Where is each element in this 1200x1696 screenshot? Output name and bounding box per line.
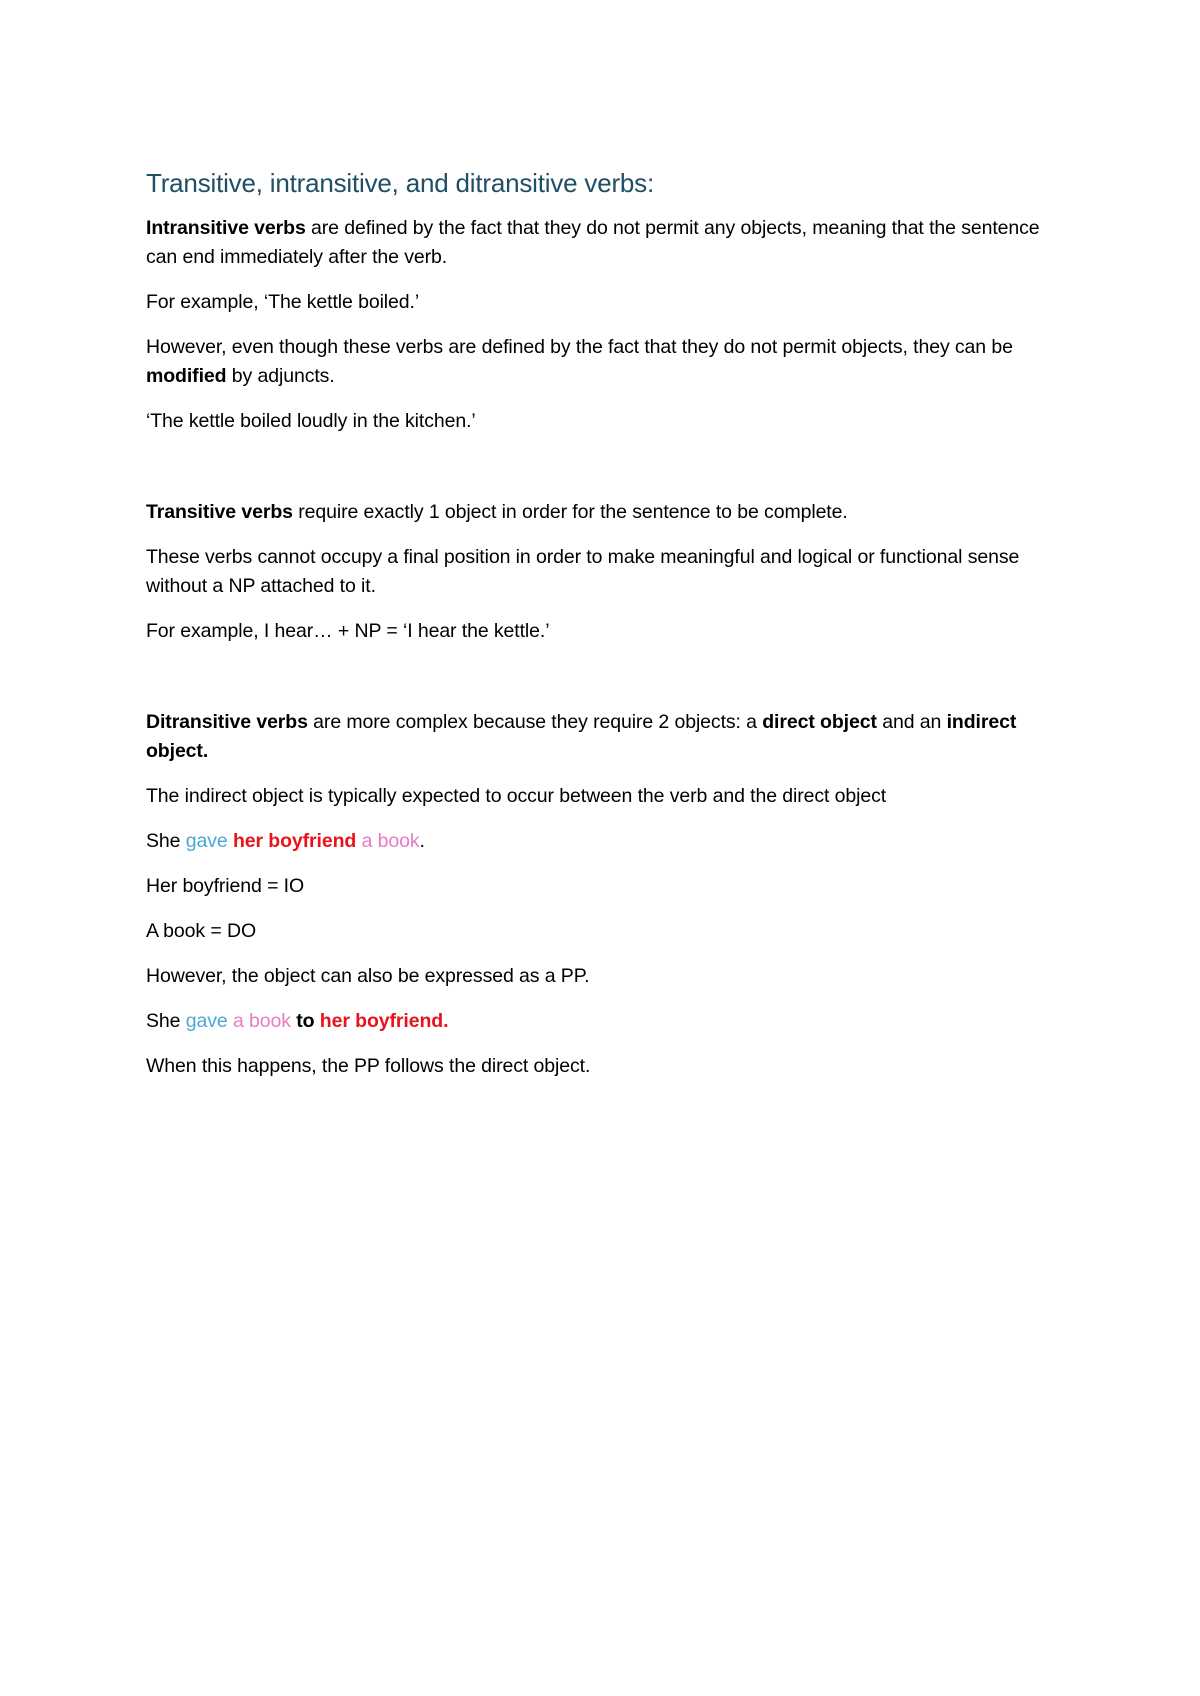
ditransitive-example-2: She gave a book to her boyfriend. bbox=[146, 1010, 449, 1032]
verb-highlight: gave bbox=[185, 830, 228, 852]
section-gap bbox=[146, 662, 1066, 708]
ditransitive-definition: Ditransitive verbs are more complex because they require 2 objects: a direct object and an indirect object. bbox=[146, 711, 1017, 762]
ditransitive-example-1: She gave her boyfriend a book. bbox=[146, 830, 425, 852]
transitive-term: Transitive verbs bbox=[146, 501, 293, 523]
direct-object-highlight: a book bbox=[232, 1010, 291, 1032]
io-label: Her boyfriend = IO bbox=[146, 875, 305, 897]
transitive-definition: Transitive verbs require exactly 1 object in order for the sentence to be complete. bbox=[146, 501, 848, 523]
intransitive-term: Intransitive verbs bbox=[146, 217, 306, 239]
intransitive-note: However, even though these verbs are defined by the fact that they do not permit objects, they can be modified by adjuncts. bbox=[146, 336, 1013, 387]
verb-highlight: gave bbox=[185, 1010, 228, 1032]
intransitive-definition: Intransitive verbs are defined by the fact that they do not permit any objects, meaning that the sentence can end immediately after the verb. bbox=[146, 217, 1040, 268]
intransitive-example: For example, ‘The kettle boiled.’ bbox=[146, 291, 420, 313]
intransitive-adjunct-example: ‘The kettle boiled loudly in the kitchen.’ bbox=[146, 410, 476, 432]
document-page bbox=[146, 166, 1066, 1097]
ditransitive-term: Ditransitive verbs bbox=[146, 711, 308, 733]
page-title: Transitive, intransitive, and ditransitive verbs: bbox=[146, 168, 655, 198]
direct-object-term: direct object bbox=[762, 711, 877, 733]
indirect-object-term: indirect object bbox=[146, 711, 1017, 762]
transitive-note: These verbs cannot occupy a final position in order to make meaningful and logical or functional sense without a NP attached to it. bbox=[146, 546, 1020, 597]
transitive-example: For example, I hear… + NP = ‘I hear the kettle.’ bbox=[146, 620, 550, 642]
direct-object-highlight: a book bbox=[361, 830, 420, 852]
modified-term: modified bbox=[146, 365, 227, 387]
ditransitive-note: The indirect object is typically expected to occur between the verb and the direct object bbox=[146, 785, 887, 807]
section-gap bbox=[146, 452, 1066, 498]
preposition: to bbox=[296, 1010, 315, 1032]
pp-note: However, the object can also be expressed as a PP. bbox=[146, 965, 590, 987]
indirect-object-highlight: her boyfriend bbox=[232, 830, 357, 852]
pp-follows-note: When this happens, the PP follows the direct object. bbox=[146, 1055, 591, 1077]
do-label: A book = DO bbox=[146, 920, 257, 942]
indirect-object-highlight: her boyfriend bbox=[319, 1010, 444, 1032]
